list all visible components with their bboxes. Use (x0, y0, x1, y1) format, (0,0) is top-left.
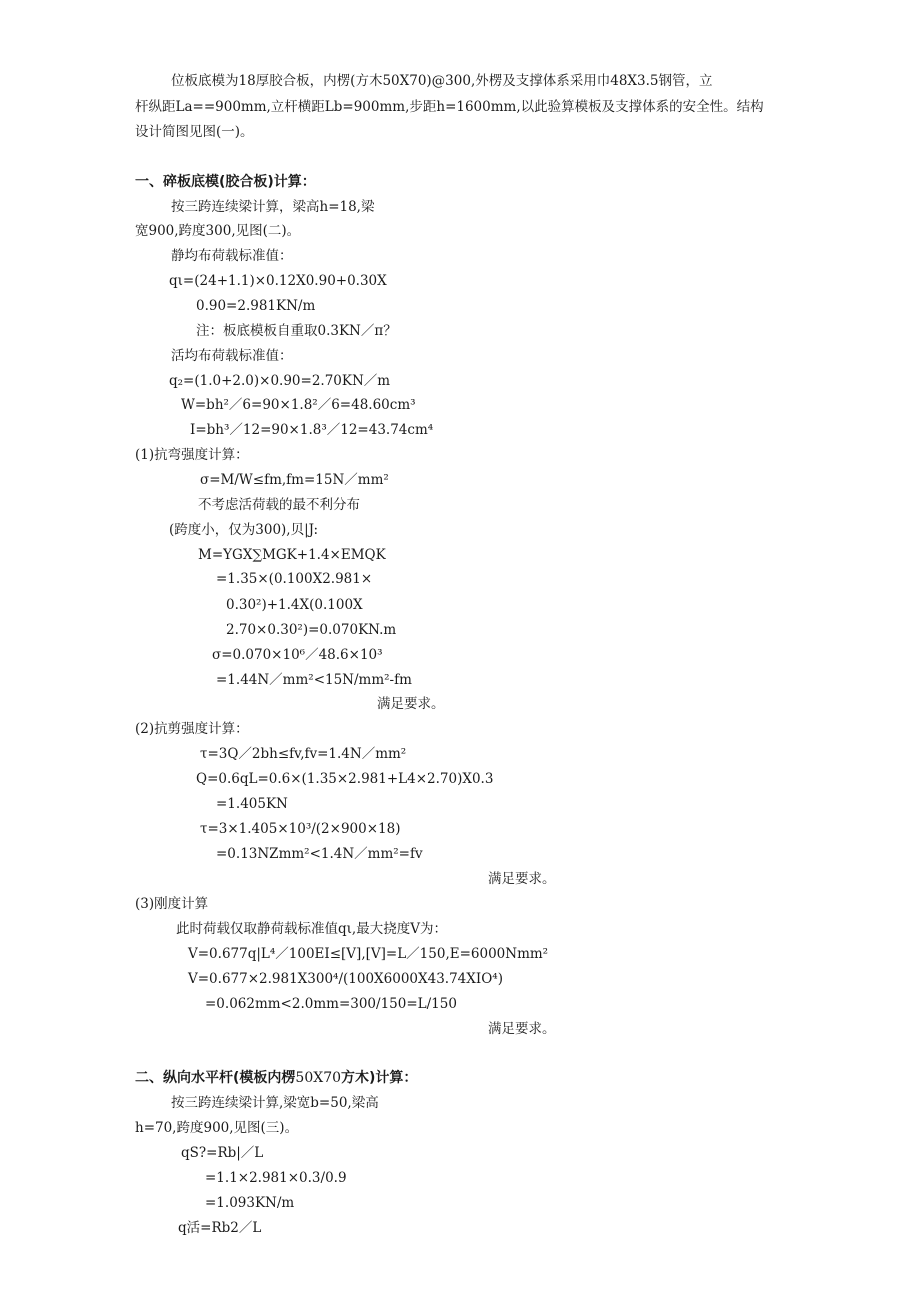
intro-line-3: 设计简图见图(一)。 (135, 124, 254, 140)
part2-title: (2)抗剪强度计算： (135, 721, 249, 737)
section1-heading: 一、碎板底模(胶合板)计算： (135, 174, 316, 190)
section2-line: 按三跨连续梁计算,梁宽b=50,梁高 (171, 1095, 379, 1111)
part1-line: 0.30²)+1.4X(0.100X (226, 597, 363, 613)
part2-ok: 满足要求。 (488, 871, 556, 887)
part1-line: σ=M/W≤fm,fm=15N／mm² (200, 472, 389, 488)
section1-line: 静均布荷载标准值： (171, 248, 293, 264)
part2-line: =0.13NZmm²<1.4N／mm²=fv (216, 846, 423, 862)
part1-line: =1.44N／mm²<15N/mm²-fm (216, 672, 412, 688)
section2-line: =1.1×2.981×0.3/0.9 (205, 1170, 347, 1186)
section1-line: qι=(24+1.1)×0.12X0.90+0.30X (169, 273, 387, 289)
section2-line: q活=Rb2／L (178, 1220, 262, 1236)
part1-line: 不考虑活荷载的最不利分布 (198, 497, 360, 513)
part1-line: =1.35×(0.100X2.981× (216, 571, 373, 587)
part2-line: τ=3Q／2bh≤fv,fv=1.4N／mm² (200, 746, 407, 762)
section2-heading-mid: 50X70 (295, 1070, 342, 1086)
part3-title: (3)刚度计算 (135, 896, 209, 912)
section1-line: 0.90=2.981KN/m (196, 298, 316, 314)
section1-line: W=bh²／6=90×1.8²／6=48.60cm³ (181, 397, 416, 413)
section2-line: h=70,跨度900,见图(三)。 (135, 1120, 299, 1136)
section2-heading-post: 方木)计算： (341, 1070, 418, 1086)
part3-line: 此时荷载仅取静荷载标准值qι,最大挠度V为： (176, 921, 447, 937)
part2-line: τ=3×1.405×10³/(2×900×18) (200, 821, 401, 837)
section1-line: 活均布荷载标准值： (171, 348, 293, 364)
section2-line: qS?=Rb|／L (181, 1145, 264, 1161)
intro-line-2: 杆纵距La==900mm,立杆横距Lb=900mm,步距h=1600mm,以此验算模板及支撑体系的安全性。结构 (135, 99, 764, 115)
part1-line: 2.70×0.30²)=0.070KN.m (226, 622, 397, 638)
section1-line: q₂=(1.0+2.0)×0.90=2.70KN／m (169, 373, 391, 389)
section2-line: =1.093KN/m (205, 1195, 295, 1211)
section1-line: 宽900,跨度300,见图(二)。 (135, 223, 301, 239)
part3-line: =0.062mm<2.0mm=300/150=L/150 (205, 996, 457, 1012)
intro-line-1: 位板底模为18厚胶合板，内楞(方木50X70)@300,外楞及支撑体系采用巾48X3.5钢管，立 (171, 73, 713, 89)
part1-line: σ=0.070×10⁶／48.6×10³ (212, 647, 383, 663)
part3-line: V=0.677q|L⁴／100EI≤[V],[V]=L／150,E=6000Nmm² (188, 946, 549, 962)
part1-line: M=YGX∑MGK+1.4×EMQK (198, 547, 386, 563)
section1-note: 注：板底模板自重取0.3KN／π？ (196, 323, 397, 339)
section2-heading-pre: 二、纵向水平杆(模板内楞 (135, 1070, 296, 1086)
section1-line: I=bh³／12=90×1.8³／12=43.74cm⁴ (190, 422, 434, 438)
section1-line: 按三跨连续梁计算，梁高h=18,梁 (171, 199, 375, 215)
part3-ok: 满足要求。 (488, 1021, 556, 1037)
part1-ok: 满足要求。 (377, 696, 445, 712)
part3-line: V=0.677×2.981X300⁴/(100X6000X43.74XIO⁴) (188, 971, 503, 987)
section2-heading (135, 1069, 417, 1087)
part1-line: (跨度小，仅为300),贝|J: (169, 522, 319, 538)
part1-title: (1)抗弯强度计算： (135, 447, 249, 463)
part2-line: Q=0.6qL=0.6×(1.35×2.981+L4×2.70)X0.3 (196, 771, 494, 787)
part2-line: =1.405KN (216, 796, 288, 812)
